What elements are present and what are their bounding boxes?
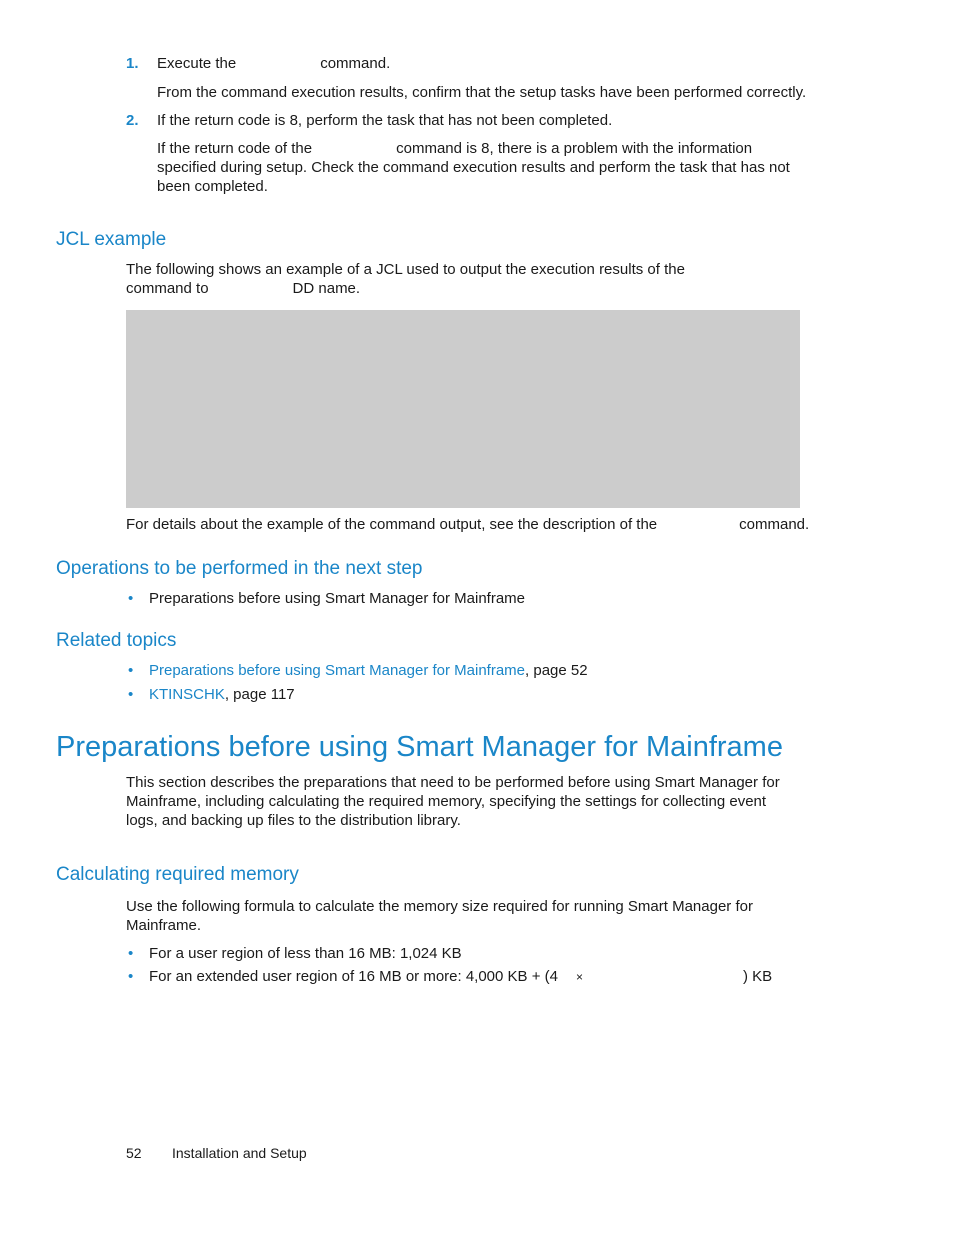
jcl-note-start: For details about the example of the command output, see the description of the [126,516,658,533]
page-number: 52 [126,1145,142,1161]
step-2-detail-line-3: been completed. [157,178,268,195]
related-item-2-page: , page 117 [224,686,295,703]
bullet-icon: • [128,945,134,962]
memory-intro-line-1: Use the following formula to calculate the memory size required for running Smart Manager for [126,898,753,915]
bullet-icon: • [128,590,134,607]
section-title: Preparations before using Smart Manager for Mainframe [56,731,783,763]
bullet-icon: • [128,968,134,985]
step-1-text [157,54,390,73]
times-symbol: × [576,970,584,984]
memory-item-2: For an extended user region of 16 MB or more: 4,000 KB + (4 [149,968,558,985]
step-1-number: 1. [126,55,139,72]
step-2-detail-line-2: specified during setup. Check the command execution results and perform the task that has not [157,159,790,176]
jcl-example-heading: JCL example [56,229,167,250]
related-link-ktinschk[interactable]: KTINSCHK [149,686,225,703]
related-link-preparations[interactable]: Preparations before using Smart Manager for Mainframe [149,662,526,679]
next-step-heading: Operations to be performed in the next step [56,558,423,579]
section-intro-line-3: logs, and backing up files to the distribution library. [126,812,461,829]
jcl-example-line-1: The following shows an example of a JCL used to output the execution results of the [126,261,685,278]
step-2-detail-end: command is 8, there is a problem with the information [396,140,753,157]
jcl-code-block [126,310,800,508]
memory-item-2-end: ) KB [743,968,773,985]
next-step-item: Preparations before using Smart Manager for Mainframe [149,590,526,607]
jcl-line-2-start: command to [126,280,209,297]
bullet-icon: • [128,686,134,703]
step-2-number: 2. [126,112,139,129]
related-item-1 [149,661,588,680]
footer-title: Installation and Setup [172,1145,307,1161]
related-item-2 [149,685,295,704]
step-1-text-end: command. [320,55,391,72]
jcl-example-line-2 [126,279,360,298]
jcl-example-note [126,515,809,534]
step-1-text-start: Execute the [157,55,237,72]
memory-item-1: For a user region of less than 16 MB: 1,024 KB [149,945,462,962]
section-intro-line-1: This section describes the preparations that need to be performed before using Smart Manager for [126,774,780,791]
memory-intro-line-2: Mainframe. [126,917,202,934]
jcl-line-2-end: DD name. [292,280,361,297]
step-2-detail-start: If the return code of the [157,140,313,157]
section-intro-line-2: Mainframe, including calculating the required memory, specifying the settings for collecting event [126,793,767,810]
related-item-1-page: , page 52 [525,662,588,679]
jcl-note-end: command. [739,516,810,533]
step-2-text: If the return code is 8, perform the task that has not been completed. [157,112,613,129]
step-1-detail: From the command execution results, confirm that the setup tasks have been performed correctly. [157,84,807,101]
memory-heading: Calculating required memory [56,864,299,885]
related-topics-heading: Related topics [56,630,177,651]
bullet-icon: • [128,662,134,679]
step-2-detail-line-1 [157,139,752,158]
